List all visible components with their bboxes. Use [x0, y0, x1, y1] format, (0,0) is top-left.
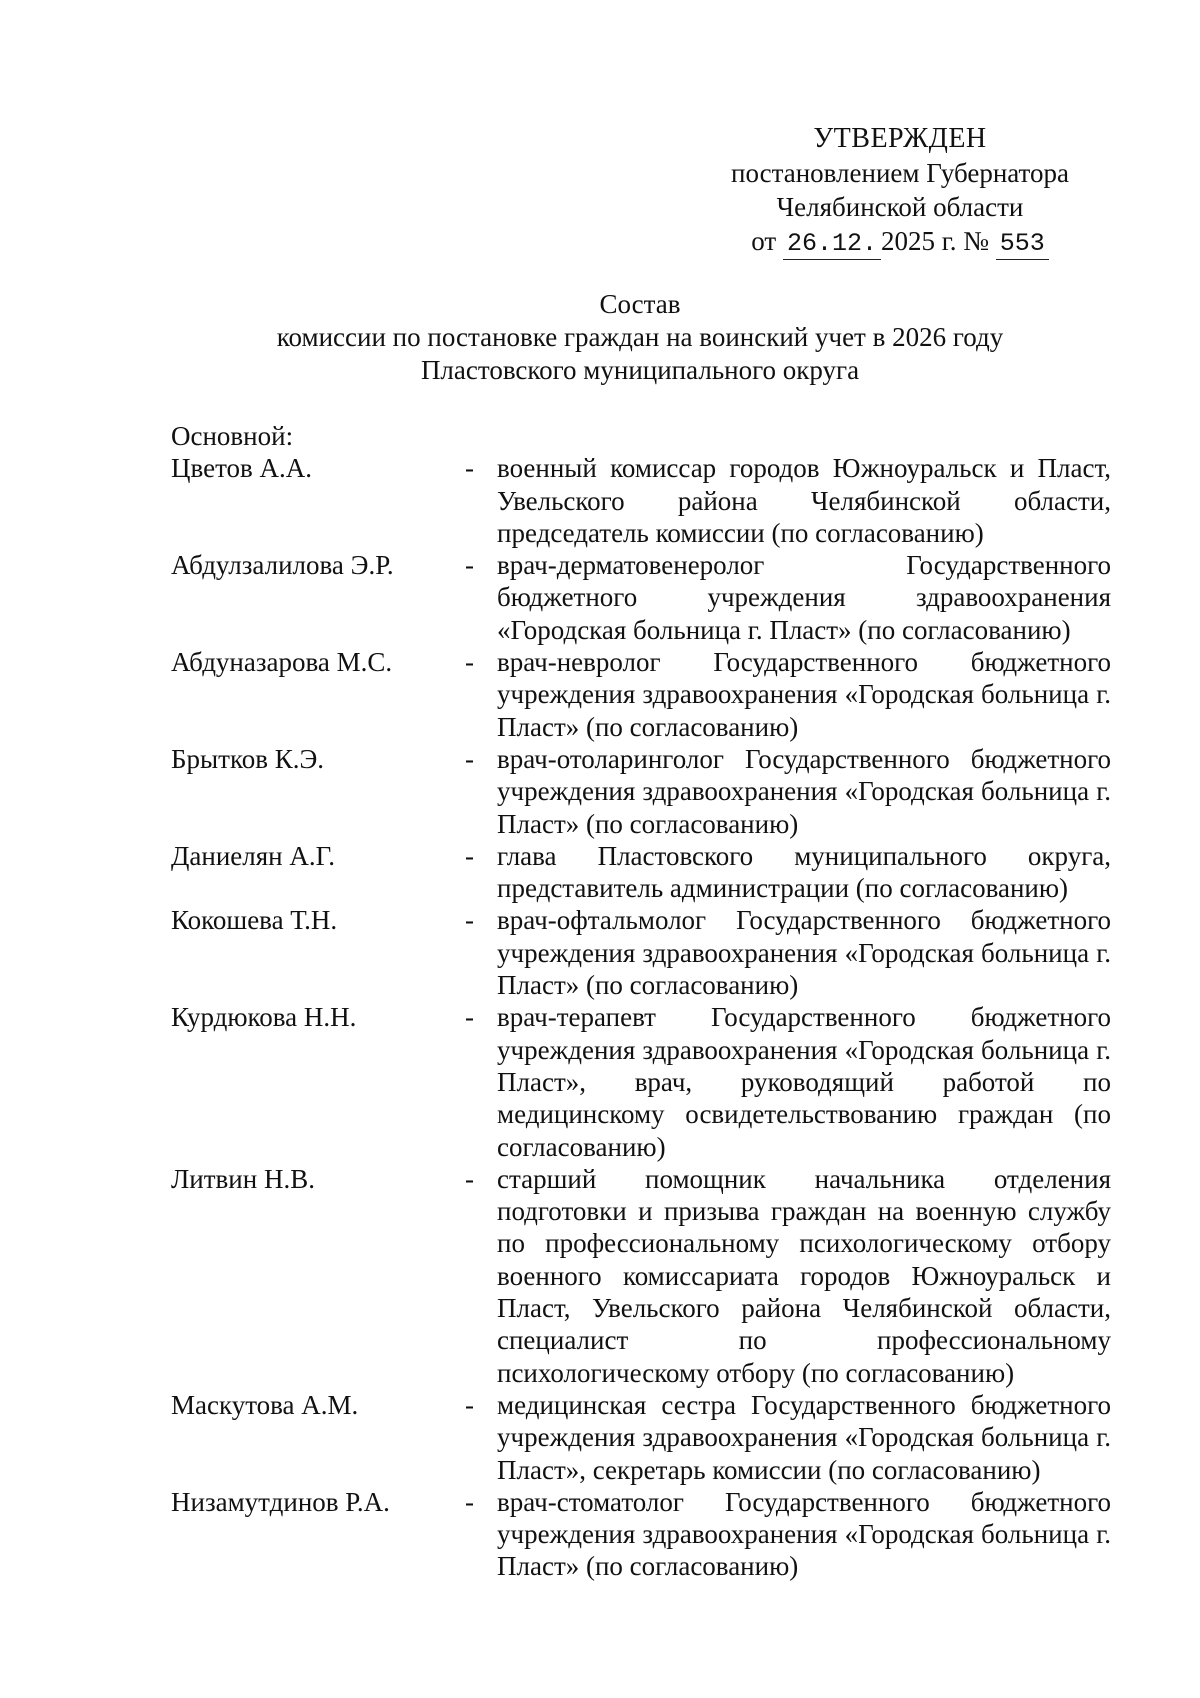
member-dash: -	[465, 743, 474, 774]
member-name: Низамутдинов Р.А.	[171, 1486, 390, 1517]
member-name: Абдулзалилова Э.Р.	[171, 550, 394, 581]
approval-line-2: Челябинской области	[776, 192, 1024, 222]
commission-roster	[171, 420, 1111, 1583]
member-row	[171, 743, 1111, 840]
member-role: глава Пластовского муниципального округа, представитель администрации (по согласованию)	[497, 840, 1111, 904]
member-row	[171, 549, 1111, 646]
member-role: медицинская сестра Государственного бюджетного учреждения здравоохранения «Городская больница г. Пласт», секретарь комиссии (по согласованию)	[497, 1389, 1111, 1485]
date-prefix: от	[751, 226, 777, 256]
heading-line-1: Состав	[599, 289, 681, 319]
heading-line-3: Пластовского муниципального округа	[420, 355, 860, 385]
member-name: Даниелян А.Г.	[171, 840, 335, 871]
member-name: Цветов А.А.	[171, 453, 313, 484]
member-dash: -	[465, 905, 474, 936]
document-number: 553	[996, 229, 1049, 260]
section-label: Основной:	[171, 421, 294, 451]
member-name: Литвин Н.В.	[171, 1163, 315, 1194]
member-name: Маскутова А.М.	[171, 1389, 359, 1420]
member-dash: -	[465, 840, 474, 871]
document-heading	[170, 288, 1110, 387]
member-dash: -	[465, 1163, 474, 1194]
member-name: Кокошева Т.Н.	[171, 905, 338, 936]
member-list	[171, 452, 1111, 1582]
member-role: врач-стоматолог Государственного бюджетного учреждения здравоохранения «Городская больница г. Пласт» (по согласованию)	[497, 1486, 1111, 1582]
approval-title: УТВЕРЖДЕН	[813, 123, 987, 154]
member-role: старший помощник начальника отделения подготовки и призыва граждан на военную службу по профессиональному психологическому отбору военного комиссариата городов Южноуральск и Пласт, Увельского района Челябинской области, специалист по профессиональному психологическому отбору (по согласованию)	[497, 1163, 1111, 1388]
member-row	[171, 646, 1111, 743]
member-dash: -	[465, 453, 474, 484]
member-row	[171, 1163, 1111, 1389]
member-role: врач-офтальмолог Государственного бюджетного учреждения здравоохранения «Городская больница г. Пласт» (по согласованию)	[497, 905, 1111, 1001]
approval-stamp	[700, 122, 1100, 260]
member-row	[171, 840, 1111, 905]
member-row	[171, 1001, 1111, 1162]
date-year: 2025 г. №	[880, 226, 989, 256]
member-role: врач-невролог Государственного бюджетного учреждения здравоохранения «Городская больница г. Пласт» (по согласованию)	[497, 647, 1111, 742]
member-role: врач-дерматовенеролог Государственного бюджетного учреждения здравоохранения «Городская больница г. Пласт» (по согласованию)	[497, 550, 1111, 645]
member-name: Абдуназарова М.С.	[171, 647, 393, 678]
member-dash: -	[465, 1389, 474, 1420]
member-role: военный комиссар городов Южноуральск и Пласт, Увельского района Челябинской области, председатель комиссии (по согласованию)	[497, 453, 1111, 548]
member-dash: -	[465, 1486, 474, 1517]
approval-date-line	[700, 224, 1100, 260]
date-value: 26.12.	[783, 229, 881, 260]
member-row	[171, 904, 1111, 1001]
member-role: врач-отоларинголог Государственного бюджетного учреждения здравоохранения «Городская больница г. Пласт» (по согласованию)	[497, 743, 1111, 839]
member-dash: -	[465, 550, 474, 581]
member-dash: -	[465, 647, 474, 678]
member-role: врач-терапевт Государственного бюджетного учреждения здравоохранения «Городская больница г. Пласт», врач, руководящий работой по медицинскому освидетельствованию граждан (по согласованию)	[497, 1002, 1111, 1162]
member-dash: -	[465, 1002, 474, 1033]
member-name: Брытков К.Э.	[171, 743, 325, 774]
member-row	[171, 1486, 1111, 1583]
heading-line-2: комиссии по постановке граждан на воинский учет в 2026 году	[276, 322, 1004, 352]
member-row	[171, 1389, 1111, 1486]
approval-line-1: постановлением Губернатора	[731, 158, 1069, 188]
member-name: Курдюкова Н.Н.	[171, 1002, 357, 1033]
member-row	[171, 452, 1111, 549]
